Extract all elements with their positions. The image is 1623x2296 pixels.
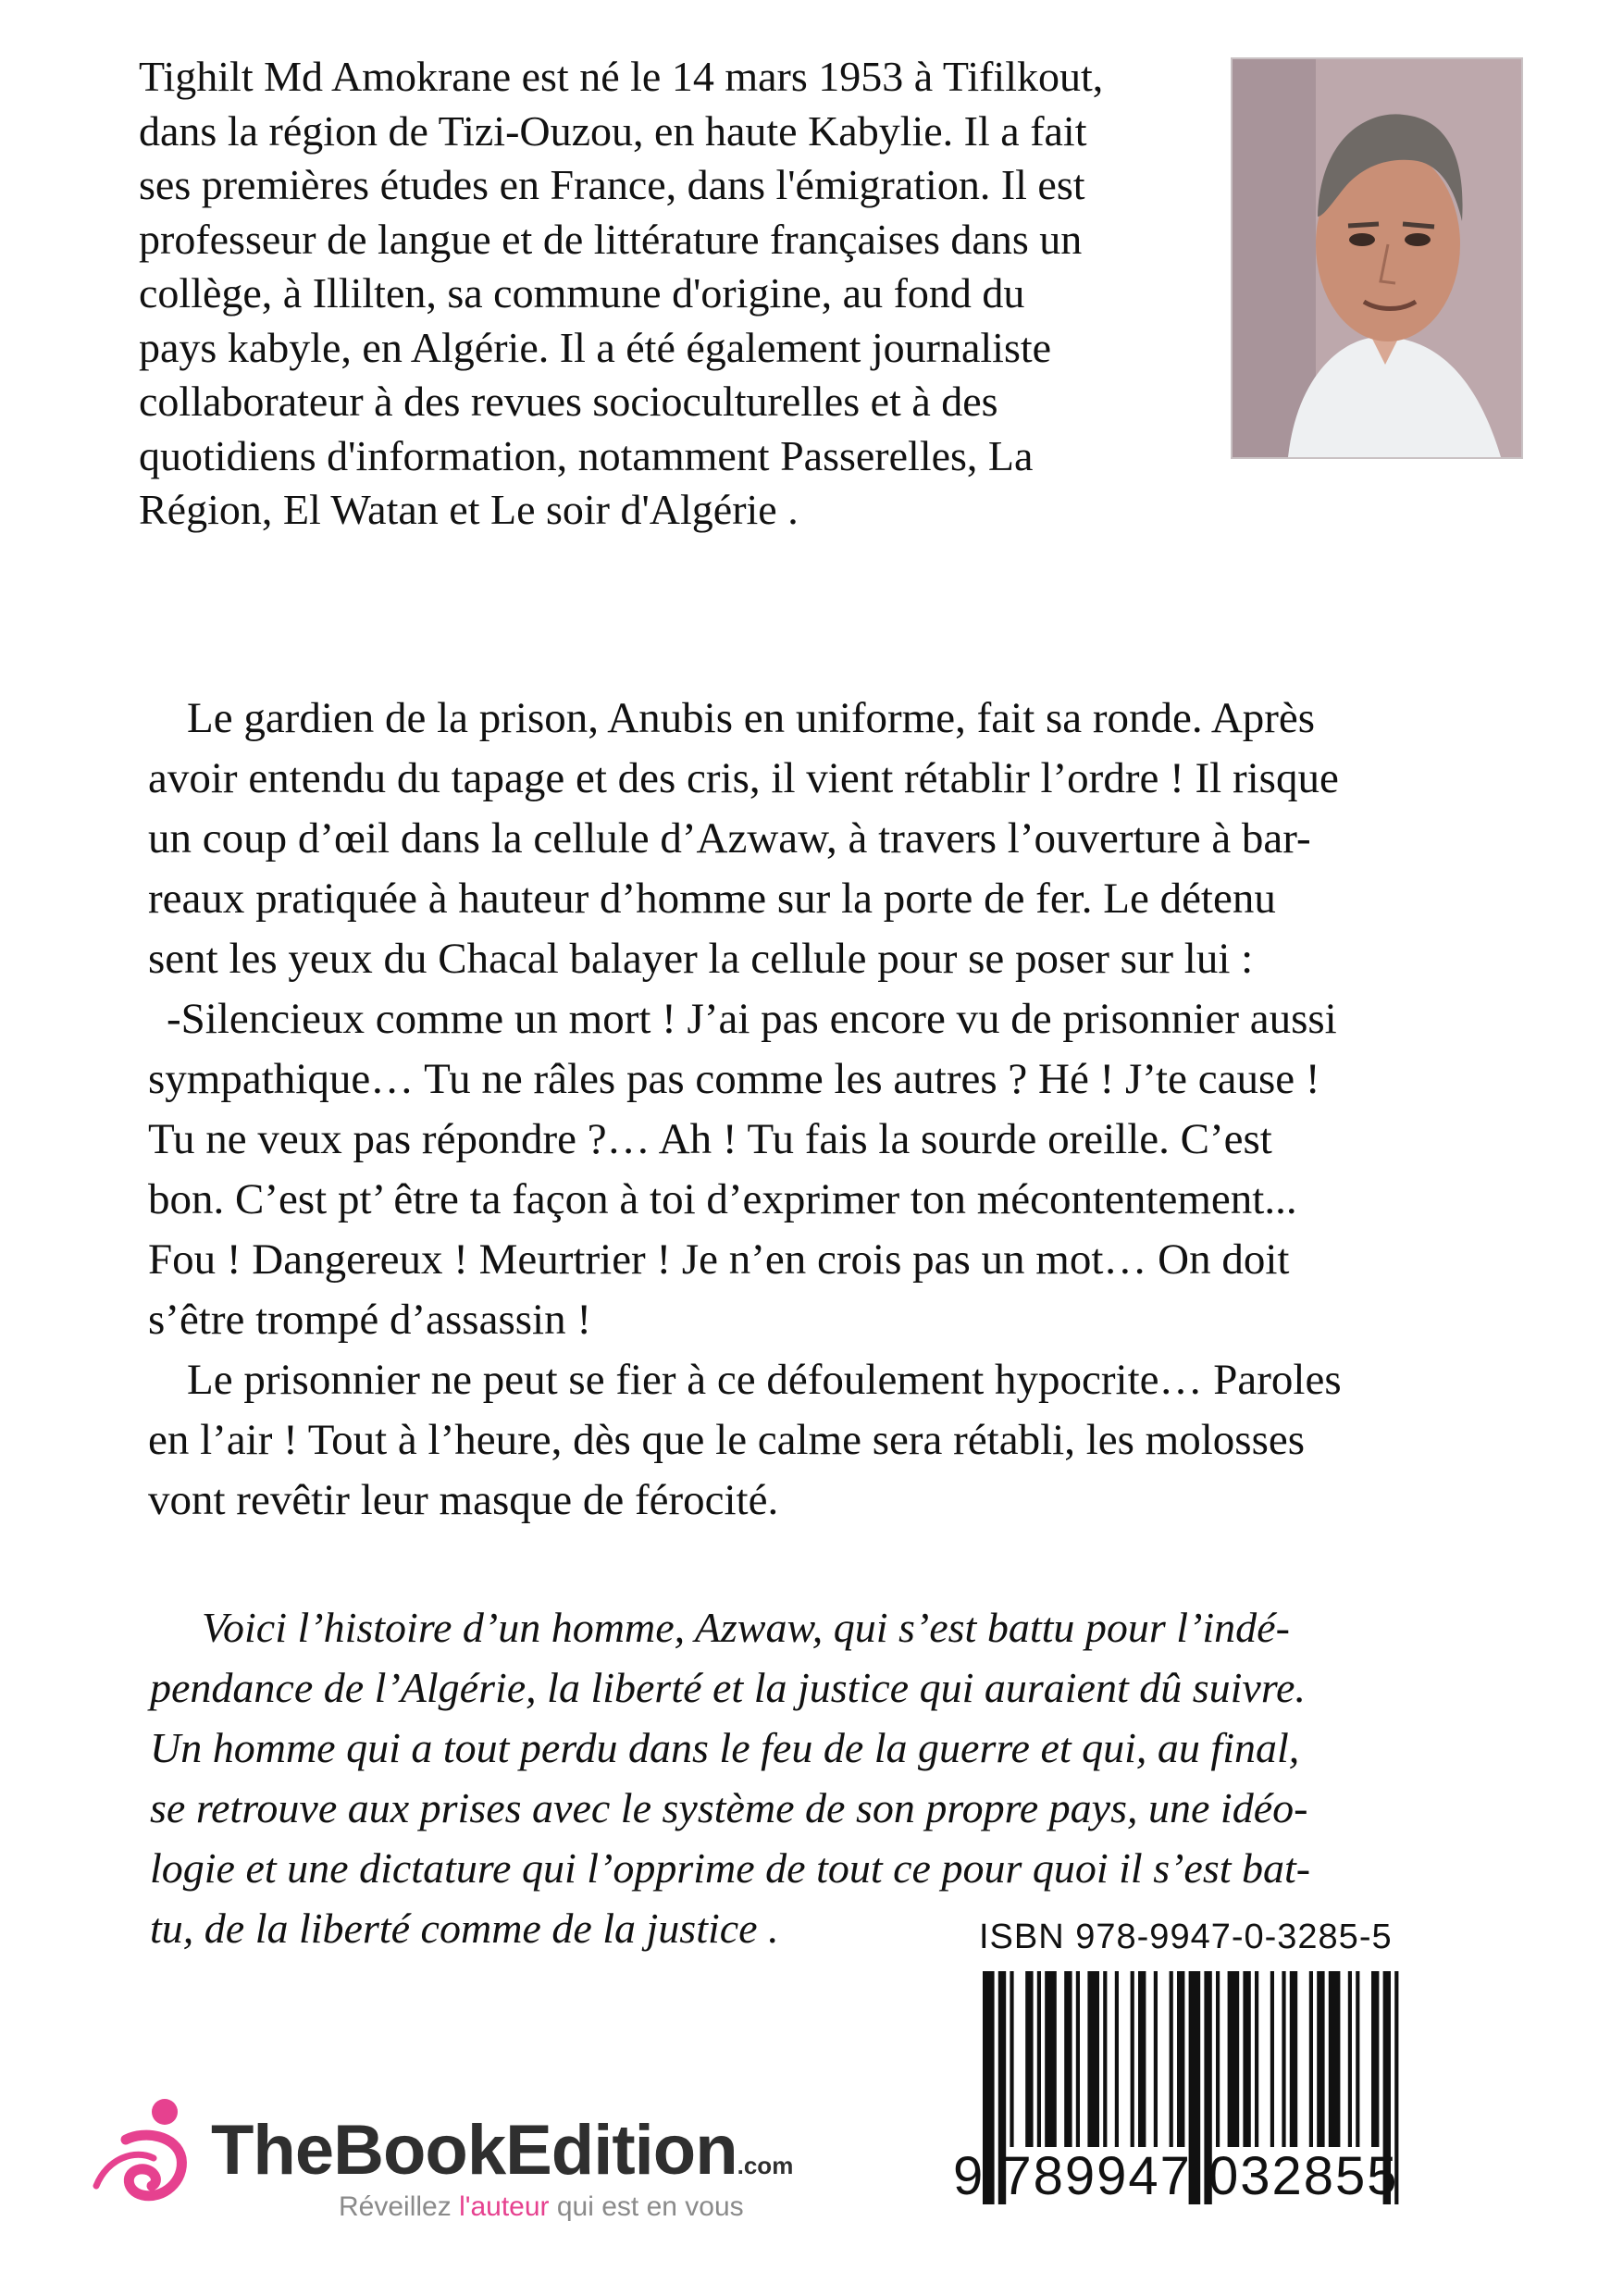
excerpt-line: reaux pratiquée à hauteur d’homme sur la porte de fer. Le détenu bbox=[148, 875, 1276, 923]
bio-line: Tighilt Md Amokrane est né le 14 mars 1953 à Tifilkout, bbox=[139, 53, 1104, 100]
barcode-bar bbox=[1290, 1971, 1297, 2147]
barcode-bar bbox=[1329, 1971, 1341, 2147]
excerpt-line: en l’air ! Tout à l’heure, dès que le calme sera rétabli, les molosses bbox=[148, 1416, 1306, 1464]
bio-line: professeur de langue et de littérature françaises dans un bbox=[139, 215, 1083, 263]
excerpt-line: Le gardien de la prison, Anubis en uniforme, fait sa ronde. Après bbox=[187, 694, 1316, 742]
barcode-bar bbox=[1317, 1971, 1324, 2147]
tagline-part: Réveillez bbox=[339, 2191, 460, 2222]
author-photo bbox=[1231, 57, 1523, 459]
barcode-bar bbox=[1228, 1971, 1240, 2147]
publisher-name-text: TheBookEdition bbox=[211, 2111, 737, 2190]
barcode-bar bbox=[1177, 1971, 1184, 2147]
excerpt-line: un coup d’œil dans la cellule d’Azwaw, à travers l’ouverture à bar- bbox=[148, 814, 1311, 863]
barcode-bar bbox=[1103, 1971, 1107, 2147]
barcode-bar bbox=[1348, 1971, 1352, 2147]
barcode-bar bbox=[1371, 1971, 1379, 2147]
excerpt-line: Le prisonnier ne peut se fier à ce défoulement hypocrite… Paroles bbox=[187, 1356, 1342, 1404]
barcode-digits: 9 789947 032855 bbox=[953, 2146, 1399, 2206]
blurb-line: tu, de la liberté comme de la justice . bbox=[150, 1905, 779, 1952]
bio-line: quotidiens d'information, notamment Passerelles, La bbox=[139, 431, 1034, 479]
bio-line: ses premières études en France, dans l'émigration. Il est bbox=[139, 161, 1085, 208]
publisher-domain-suffix: .com bbox=[737, 2152, 794, 2179]
barcode-bar bbox=[1356, 1971, 1359, 2147]
bio-line: collège, à Illilten, sa commune d'origine, au fond du bbox=[139, 269, 1025, 316]
excerpt-line: Fou ! Dangereux ! Meurtrier ! Je n’en crois pas un mot… On doit bbox=[148, 1235, 1290, 1284]
excerpt-line: sent les yeux du Chacal balayer la cellule pour se poser sur lui : bbox=[148, 935, 1254, 983]
barcode-bar bbox=[1243, 1971, 1250, 2147]
blurb-line: se retrouve aux prises avec le système de son propre pays, une idéo- bbox=[150, 1784, 1308, 1831]
publisher-logo bbox=[89, 2093, 857, 2232]
barcode-bar bbox=[1309, 1971, 1313, 2147]
excerpt-text bbox=[148, 689, 1545, 1531]
author-bio bbox=[139, 50, 1194, 538]
barcode-bar bbox=[1025, 1971, 1033, 2147]
tagline-part: qui est en vous bbox=[549, 2191, 744, 2222]
bio-line: collaborateur à des revues socioculturelles et à des bbox=[139, 378, 998, 425]
excerpt-line: avoir entendu du tapage et des cris, il vient rétablir l’ordre ! Il risque bbox=[148, 754, 1339, 802]
author-portrait-icon bbox=[1233, 59, 1521, 457]
barcode-bar bbox=[1045, 1971, 1057, 2147]
excerpt-line: -Silencieux comme un mort ! J’ai pas encore vu de prisonnier aussi bbox=[167, 995, 1337, 1043]
excerpt-line: s’être trompé d’assassin ! bbox=[148, 1296, 591, 1344]
excerpt-line: Tu ne veux pas répondre ?… Ah ! Tu fais la sourde oreille. C’est bbox=[148, 1115, 1272, 1163]
blurb-line: Voici l’histoire d’un homme, Azwaw, qui s’est battu pour l’indé- bbox=[202, 1604, 1290, 1651]
blurb-line: logie et une dictature qui l’opprime de tout ce pour quoi il s’est bat- bbox=[150, 1844, 1311, 1892]
barcode-bar bbox=[1064, 1971, 1072, 2147]
barcode-bar bbox=[1115, 1971, 1119, 2147]
bio-line: pays kabyle, en Algérie. Il a été également journaliste bbox=[139, 323, 1052, 371]
bio-line: dans la région de Tizi-Ouzou, en haute Kabylie. Il a fait bbox=[139, 106, 1087, 155]
barcode-bar bbox=[1170, 1971, 1173, 2147]
bio-line: Région, El Watan et Le soir d'Algérie . bbox=[139, 486, 799, 533]
blurb-line: pendance de l’Algérie, la liberté et la justice qui auraient dû suivre. bbox=[150, 1664, 1306, 1711]
barcode-bar bbox=[1282, 1971, 1285, 2147]
excerpt-line: bon. C’est pt’ être ta façon à toi d’exprimer ton mécontentement... bbox=[148, 1175, 1297, 1223]
book-blurb bbox=[150, 1597, 1547, 1958]
barcode-bar bbox=[1131, 1971, 1134, 2147]
barcode-bar bbox=[1076, 1971, 1080, 2147]
barcode-bar bbox=[1087, 1971, 1099, 2147]
blurb-line: Un homme qui a tout perdu dans le feu de la guerre et qui, au final, bbox=[150, 1724, 1300, 1771]
barcode-bar bbox=[1216, 1971, 1220, 2147]
tagline-accent: l'auteur bbox=[459, 2191, 550, 2222]
excerpt-line: vont revêtir leur masque de férocité. bbox=[148, 1476, 779, 1524]
barcode-bar bbox=[1037, 1971, 1041, 2147]
isbn-label: ISBN 978-9947-0-3285-5 bbox=[979, 1917, 1393, 1956]
barcode-bar bbox=[1154, 1971, 1158, 2147]
excerpt-line: sympathique… Tu ne râles pas comme les autres ? Hé ! J’te cause ! bbox=[148, 1055, 1320, 1103]
barcode-bar bbox=[1138, 1971, 1146, 2147]
barcode-bar bbox=[1010, 1971, 1013, 2147]
publisher-name bbox=[211, 2110, 793, 2191]
publisher-mark-icon bbox=[89, 2093, 209, 2214]
barcode-bar bbox=[1270, 1971, 1274, 2147]
publisher-tagline bbox=[339, 2191, 744, 2223]
barcode-bar bbox=[1255, 1971, 1258, 2147]
